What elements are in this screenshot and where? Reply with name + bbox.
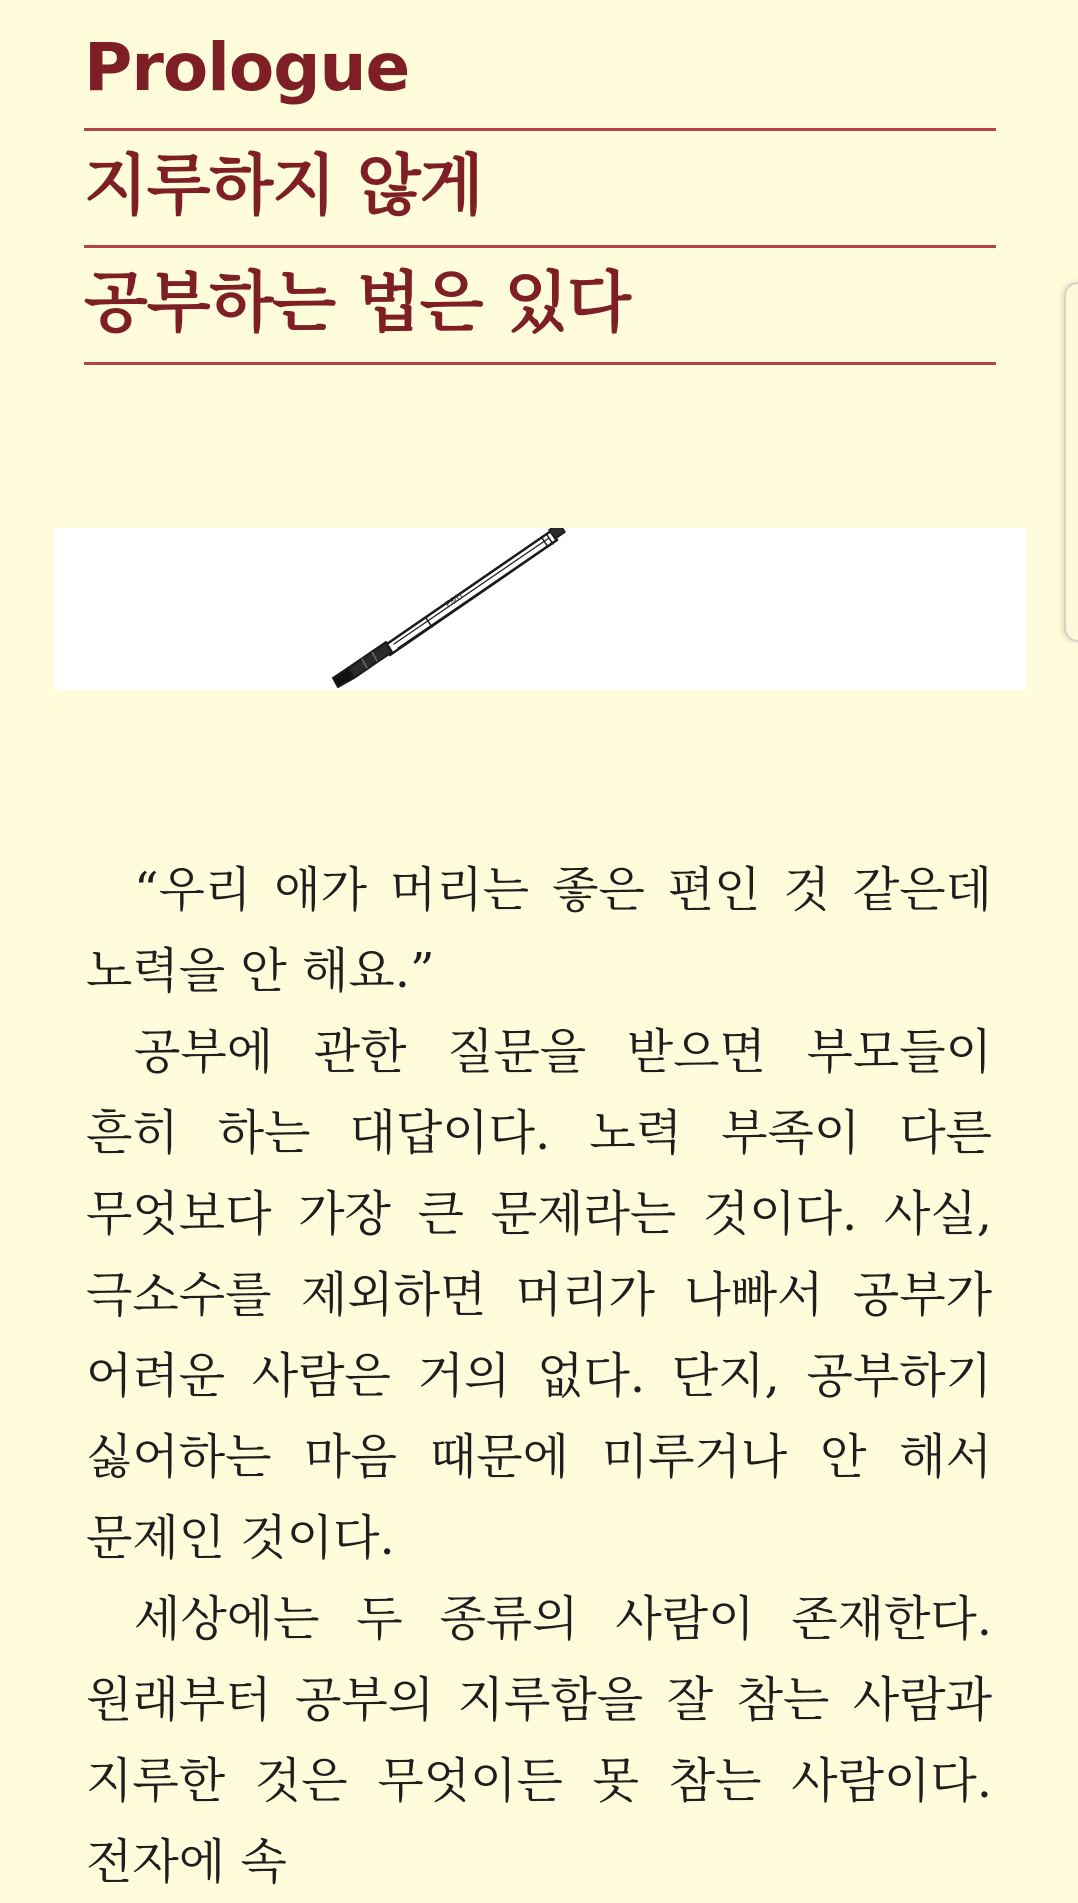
divider-rule-3 [84,362,996,365]
prologue-label: Prologue [84,29,410,106]
paragraph: 세상에는 두 종류의 사람이 존재한다. 원래부터 공부의 지루함을 잘 참는 사람과 지루한 것은 무엇이든 못 참는 사람이다. 전자에 속 [86,1591,992,1890]
pen-icon [54,528,1026,690]
divider-rule-1 [84,128,996,131]
chapter-title-line-1: 지루하지 않게 [84,147,483,224]
paragraph: 공부에 관한 질문을 받으면 부모들이 흔히 하는 대답이다. 노력 부족이 다른 무엇보다 가장 큰 문제라는 것이다. 사실, 극소수를 제외하면 머리가 나빠서 공부가 어려운 사람은 거의 없다. 단지, 공부하기 싫어하는 마음 때문에 미루거나 안 해서 문제인 것이다. [86,1024,992,1566]
pen-illustration [54,528,1026,690]
chapter-title-line-2: 공부하는 법은 있다 [84,264,631,341]
pen-brand-text: F&U [444,591,466,611]
paragraph: “우리 애가 머리는 좋은 편인 것 같은데 노력을 안 해요.” [86,862,992,999]
body-text [86,850,992,1903]
divider-rule-2 [84,245,996,248]
scroll-handle[interactable] [1064,282,1078,642]
